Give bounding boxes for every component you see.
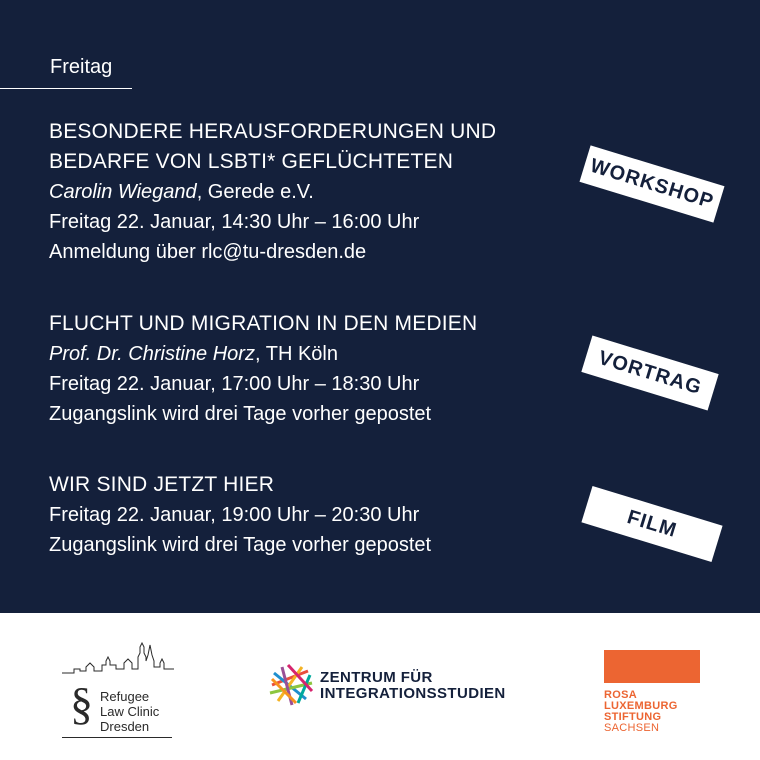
colorful-network-icon <box>268 663 314 707</box>
rlc-line3: Dresden <box>100 719 150 734</box>
event-note: Zugangslink wird drei Tage vorher gepostet <box>49 403 432 425</box>
rosa-luxemburg-stiftung-logo <box>604 650 704 735</box>
speaker-affiliation: , TH Köln <box>254 343 338 365</box>
event-speaker <box>49 177 569 207</box>
speaker-name: Carolin Wiegand <box>49 181 197 203</box>
rls-orange-block <box>604 650 700 683</box>
event-lecture <box>49 309 569 429</box>
event-note: Zugangslink wird drei Tage vorher gepostet <box>49 534 432 556</box>
rls-line4: SACHSEN <box>604 722 660 734</box>
rlc-line1: Refugee <box>100 689 150 704</box>
tag-workshop: WORKSHOP <box>580 145 725 222</box>
event-title: WIR SIND JETZT HIER <box>49 473 275 496</box>
event-speaker <box>49 339 569 369</box>
event-film <box>49 470 569 560</box>
speaker-name: Prof. Dr. Christine Horz <box>49 343 255 365</box>
rls-line3: STIFTUNG <box>604 711 662 723</box>
event-title: BESONDERE HERAUSFORDERUNGEN UND <box>49 120 497 143</box>
rlc-wordmark <box>100 689 159 734</box>
zis-line2: INTEGRATIONSSTUDIEN <box>320 685 506 702</box>
zis-wordmark <box>320 670 506 702</box>
event-title: FLUCHT UND MIGRATION IN DEN MEDIEN <box>49 312 478 335</box>
dresden-skyline-icon <box>62 641 174 681</box>
tag-vortrag: VORTRAG <box>581 336 718 411</box>
zis-line1: ZENTRUM FÜR <box>320 669 433 686</box>
sponsor-footer <box>0 613 760 760</box>
day-divider <box>0 88 132 89</box>
zentrum-integrationsstudien-logo <box>268 663 518 707</box>
rls-wordmark <box>604 690 678 734</box>
rlc-underline <box>62 737 172 738</box>
rls-line1: ROSA <box>604 689 637 701</box>
event-time: Freitag 22. Januar, 14:30 Uhr – 16:00 Uhr <box>49 211 420 233</box>
tag-film: FILM <box>581 486 722 562</box>
speaker-affiliation: , Gerede e.V. <box>196 181 314 203</box>
rlc-line2: Law Clinic <box>100 704 160 719</box>
day-label: Freitag <box>50 56 113 78</box>
rls-line2: LUXEMBURG <box>604 700 678 712</box>
event-note[interactable]: Anmeldung über rlc@tu-dresden.de <box>49 241 367 263</box>
refugee-law-clinic-logo <box>62 641 174 737</box>
paragraph-icon: § <box>70 678 93 729</box>
event-time: Freitag 22. Januar, 17:00 Uhr – 18:30 Uhr <box>49 373 420 395</box>
event-time: Freitag 22. Januar, 19:00 Uhr – 20:30 Uhr <box>49 504 420 526</box>
event-workshop <box>49 117 569 267</box>
event-title-line2: BEDARFE VON LSBTI* GEFLÜCHTETEN <box>49 150 454 173</box>
